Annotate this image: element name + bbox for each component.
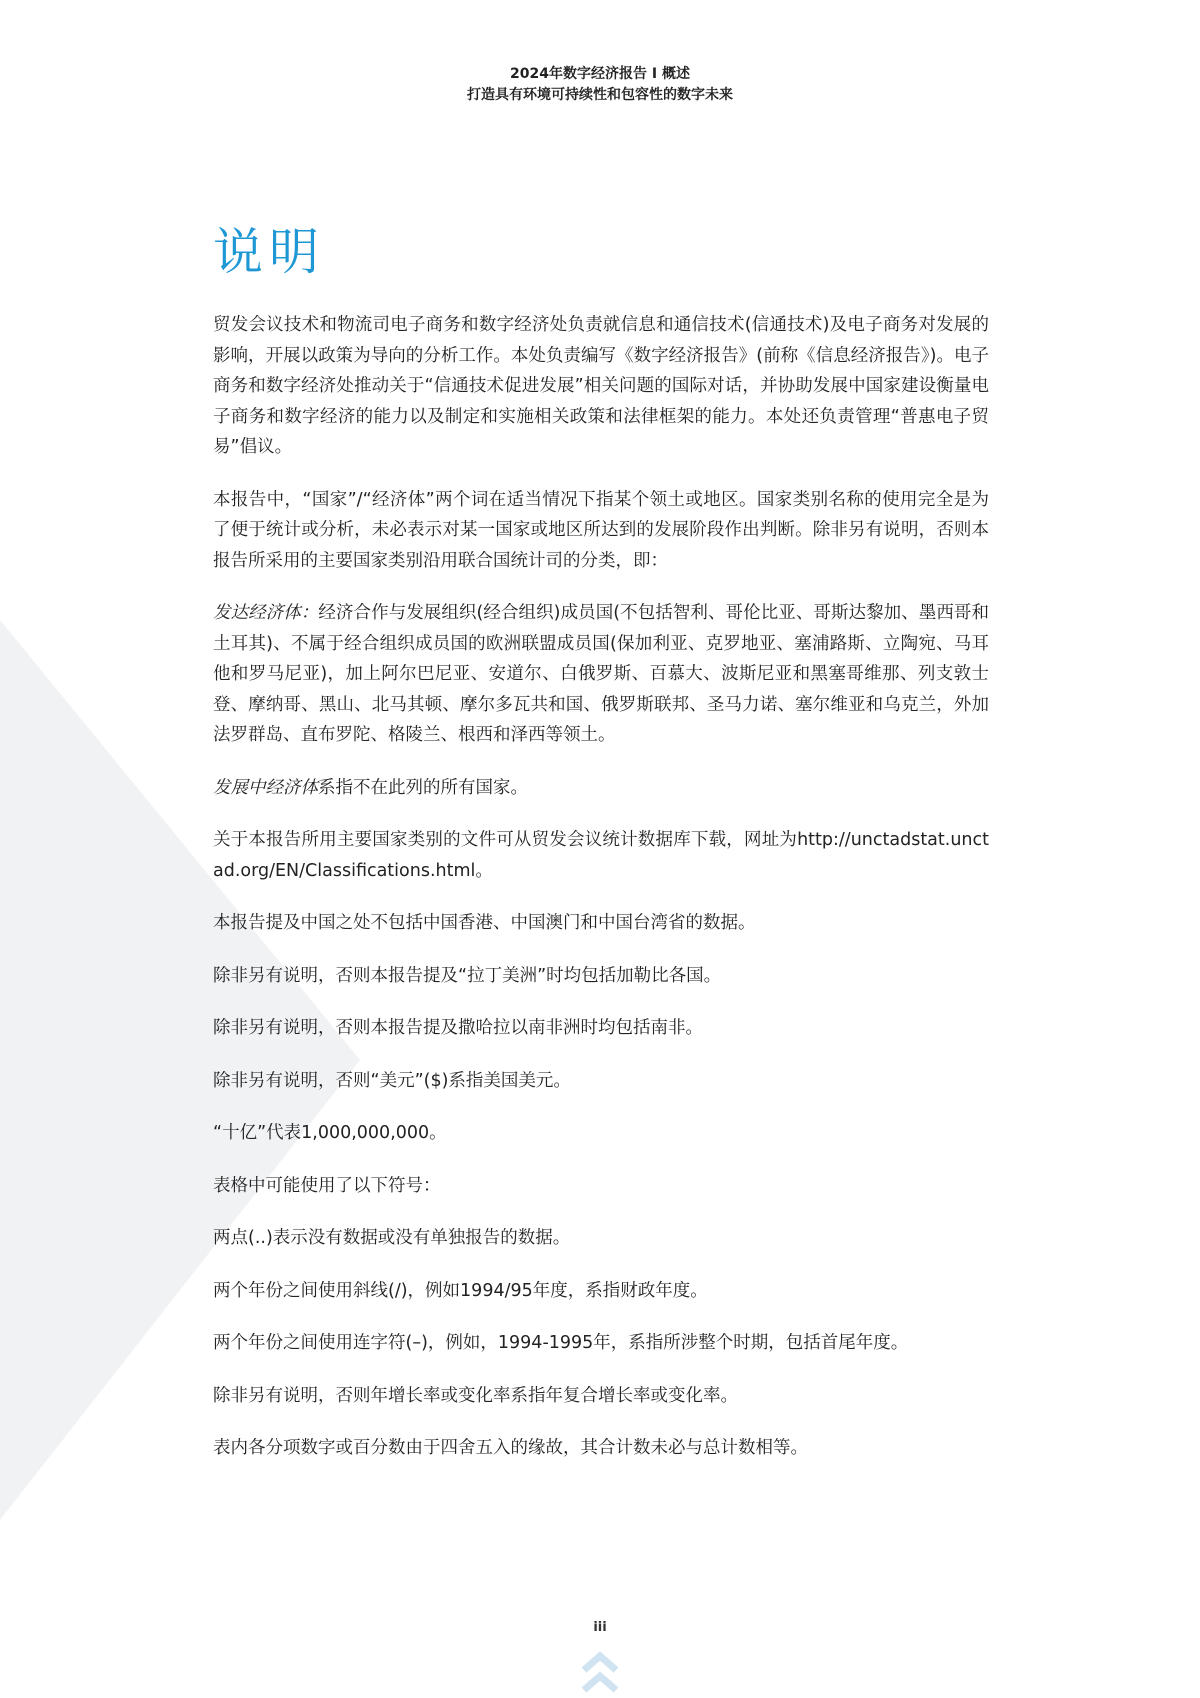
term-developing-economies: 发展中经济体 [213, 777, 318, 798]
term-developed-economies: 发达经济体： [213, 603, 319, 623]
paragraph-developing-economies [213, 773, 989, 804]
paragraph-hyphen: 两个年份之间使用连字符(–)，例如，1994-1995年，系指所涉整个时期，包括首尾年度。 [213, 1333, 909, 1353]
paragraph-china-note: 本报告提及中国之处不包括中国香港、中国澳门和中国台湾省的数据。 [213, 913, 756, 933]
running-header [0, 64, 1200, 106]
paragraph-dollar-note: 除非另有说明，否则“美元”($)系指美国美元。 [213, 1070, 571, 1091]
paragraph-growth-rate: 除非另有说明，否则年增长率或变化率系指年复合增长率或变化率。 [213, 1385, 738, 1406]
report-title: 2024年数字经济报告 I 概述 [510, 66, 690, 82]
explanatory-notes-body [213, 310, 989, 1486]
classifications-link[interactable]: http://unctadstat.unctad.org/EN/Classifications.html [213, 830, 989, 881]
paragraph-sub-saharan-note: 除非另有说明，否则本报告提及撒哈拉以南非洲时均包括南非。 [213, 1018, 703, 1038]
developed-economies-definition: 经济合作与发展组织(经合组织)成员国(不包括智利、哥伦比亚、哥斯达黎加、墨西哥和土耳其)、不属于经合组织成员国的欧洲联盟成员国(保加利亚、克罗地亚、塞浦路斯、立陶宛、马耳他和罗马尼亚)，加上阿尔巴尼亚、安道尔、白俄罗斯、百慕大、波斯尼亚和黑塞哥维那、列支敦士登、摩纳哥、黑山、北马其顿、摩尔多瓦共和国、俄罗斯联邦、圣马力诺、塞尔维亚和乌克兰，外加法罗群岛、直布罗陀、格陵兰、根西和泽西等领土。 [213, 603, 989, 745]
classification-text: 关于本报告所用主要国家类别的文件可从贸发会议统计数据库下载，网址为 [213, 830, 798, 850]
paragraph-two-dots: 两点(..)表示没有数据或没有单独报告的数据。 [213, 1228, 571, 1248]
paragraph-rounding: 表内各分项数字或百分数由于四舍五入的缘故，其合计数未必与总计数相等。 [213, 1438, 808, 1458]
page-number: iii [593, 1620, 607, 1635]
chevron-up-icon [580, 1648, 620, 1698]
paragraph-classification-download [213, 825, 989, 886]
paragraph-division-description: 贸发会议技术和物流司电子商务和数字经济处负责就信息和通信技术(信通技术)及电子商务对发展的影响，开展以政策为导向的分析工作。本处负责编写《数字经济报告》(前称《信息经济报告》)。电子商务和数字经济处推动关于“信通技术促进发展”相关问题的国际对话，并协助发展中国家建设衡量电子商务和数字经济的能力以及制定和实施相关政策和法律框架的能力。本处还负责管理“普惠电子贸易”倡议。 [213, 315, 989, 457]
classification-end: 。 [475, 860, 493, 881]
page-title: 说明 [213, 223, 325, 281]
paragraph-developed-economies [213, 598, 989, 751]
paragraph-symbols-intro: 表格中可能使用了以下符号： [213, 1175, 441, 1196]
developing-economies-definition: 系指不在此列的所有国家。 [318, 777, 528, 798]
report-subtitle: 打造具有环境可持续性和包容性的数字未来 [467, 87, 733, 103]
paragraph-billion-note: “十亿”代表1,000,000,000。 [213, 1123, 447, 1143]
paragraph-slash: 两个年份之间使用斜线(/)，例如1994/95年度，系指财政年度。 [213, 1280, 708, 1301]
paragraph-country-terms: 本报告中，“国家”/“经济体”两个词在适当情况下指某个领土或地区。国家类别名称的使用完全是为了便于统计或分析，未必表示对某一国家或地区所达到的发展阶段作出判断。除非另有说明，否则本报告所采用的主要国家类别沿用联合国统计司的分类，即： [213, 489, 989, 571]
paragraph-latin-america-note: 除非另有说明，否则本报告提及“拉丁美洲”时均包括加勒比各国。 [213, 965, 722, 986]
